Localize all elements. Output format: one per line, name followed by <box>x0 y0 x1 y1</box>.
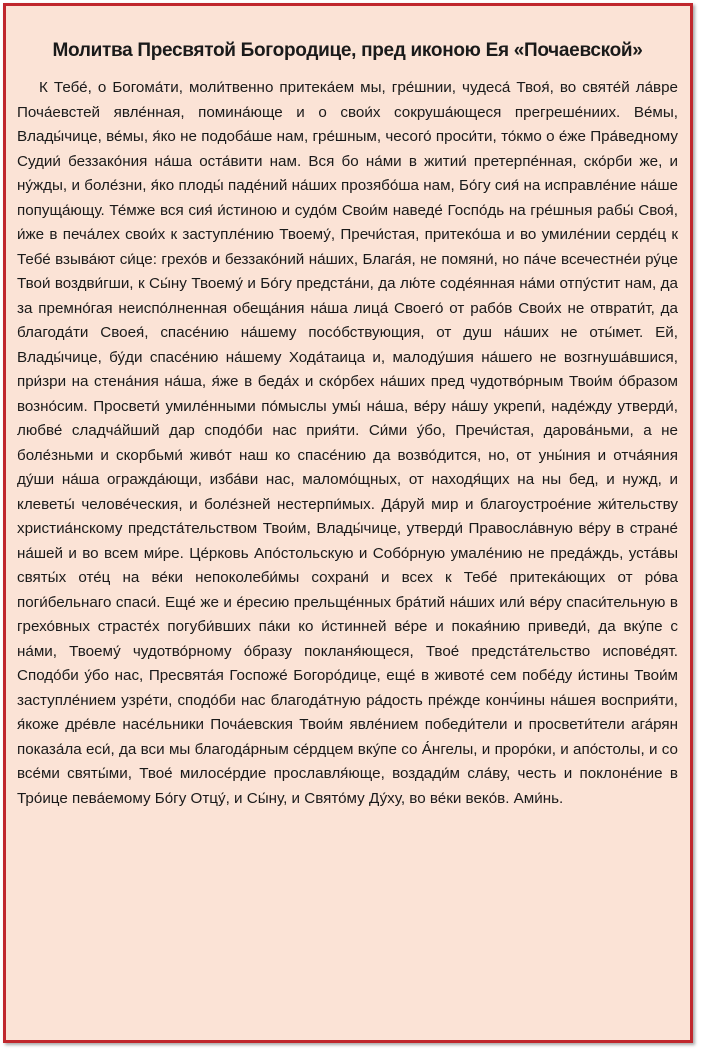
prayer-text: К Тебе́, о Богома́ти, моли́твенно притека́ем мы, гре́шнии, чудеса́ Твоя́, во святе́й ла́вре Поча́евстей явле́нная, помина́юще и о свои́х сокруша́ющеся прегреше́ниих. Ве́мы, Влады́чице, ве́мы, я́ко не подоба́ше нам, гре́шным, чесого́ проси́ти, то́кмо о е́же Пра́ведному Судии́ беззако́ния на́ша оста́вити нам. Вся бо на́ми в житии́ претерпе́нная, ско́рби же, и ну́жды, и боле́зни, я́ко плоды́ паде́ний на́ших прозябо́ша нам, Бо́гу сия́ на исправле́ние на́ше попуща́ющу. Те́мже вся сия́ и́стиною и судо́м Свои́м наведе́ Госпо́дь на гре́шныя рабы́ Своя́, и́же в печа́лех свои́х к заступле́нию Твоему́, Пречи́стая, притеко́ша и во умиле́нии серде́ц к Тебе́ взыва́ют си́це: грехо́в и беззако́ний на́ших, Блага́я, не помяни́, но па́че всечестне́и ру́це Твои́ воздви́гши, к Сы́ну Твоему́ и Бо́гу предста́ни, да лю́те соде́янная на́ми отпу́стит нам, да за премно́гая неиспо́лненная обеща́ния на́ша лица́ Своего́ от рабо́в Свои́х не отврати́т, да благода́ти Своея́, спасе́нию на́шему посо́бствующия, от душ на́ших не оты́мет. Ей, Влады́чице, бу́ди спасе́нию на́шему Хода́таица и, малоду́шия на́шего не возгнуша́вшися, при́зри на стена́ния на́ша, я́же в беда́х и ско́рбех на́ших пред чудотво́рным Твои́м о́бразом возно́сим. Просвети́ умиле́нными по́мыслы умы́ на́ша, ве́ру на́шу укрепи́, наде́жду утверди́, любве́ сладча́йший дар сподо́би нас прия́ти. Си́ми у́бо, Пречи́стая, дарова́ньми, а не боле́зньми и скорбьми́ живо́т наш ко спасе́нию да возво́дится, но, от уны́ния и отча́яния ду́ши на́ша огражда́ющи, изба́ви нас, маломо́щных, от находя́щих на ны бед, и нужд, и клеветы́ челове́ческия, и боле́зней нестерпи́мых. Да́руй мир и благоустрое́ние жи́тельству христиа́нскому предста́тельством Твои́м, Влады́чице, утверди́ Правосла́вную ве́ру в стране́ на́шей и во всем ми́ре. Це́рковь Апо́стольскую и Собо́рную умале́нию не преда́ждь, уста́вы святы́х оте́ц на ве́ки непоколеби́мы сохрани́ и всех к Тебе́ притека́ющих от ро́ва поги́бельнаго спаси́. Еще́ же и е́ресию прельще́нных бра́тий на́ших или́ ве́ру спаси́тельную в грехо́вных страсте́х погуби́вших па́ки ко и́стинней ве́ре и покая́нию приведи́, да вку́пе с на́ми, Твоему́ чудотво́рному о́бразу покланя́ющеся, Твое́ предста́тельство испове́дят. Сподо́би у́бо нас, Пресвята́я Госпоже́ Богоро́дице, еще́ в животе́ сем побе́ду и́стины Твои́м заступле́нием узре́ти, сподо́би нас благода́тную ра́дость пре́жде конч́ины на́шея восприя́ти, я́коже дре́вле насе́льники Поча́евския Твои́м явле́нием победи́тели и просвети́тели ага́рян показа́ла еси́, да вси мы благода́рным се́рдцем вку́пе со А́нгелы, и проро́ки, и апо́столы, и со все́ми святы́ми, Твое́ милосе́рдие прославля́юще, воздади́м сла́ву, честь и поклоне́ние в Тро́ице пева́емому Бо́гу Отцу́, и Сы́ну, и Свято́му Ду́ху, во ве́ки веко́в. Ами́нь. <box>17 79 678 807</box>
prayer-frame <box>3 3 693 1043</box>
prayer-title: Молитва Пресвятой Богородице, пред иконою Ея «Почаевской» <box>52 40 643 61</box>
